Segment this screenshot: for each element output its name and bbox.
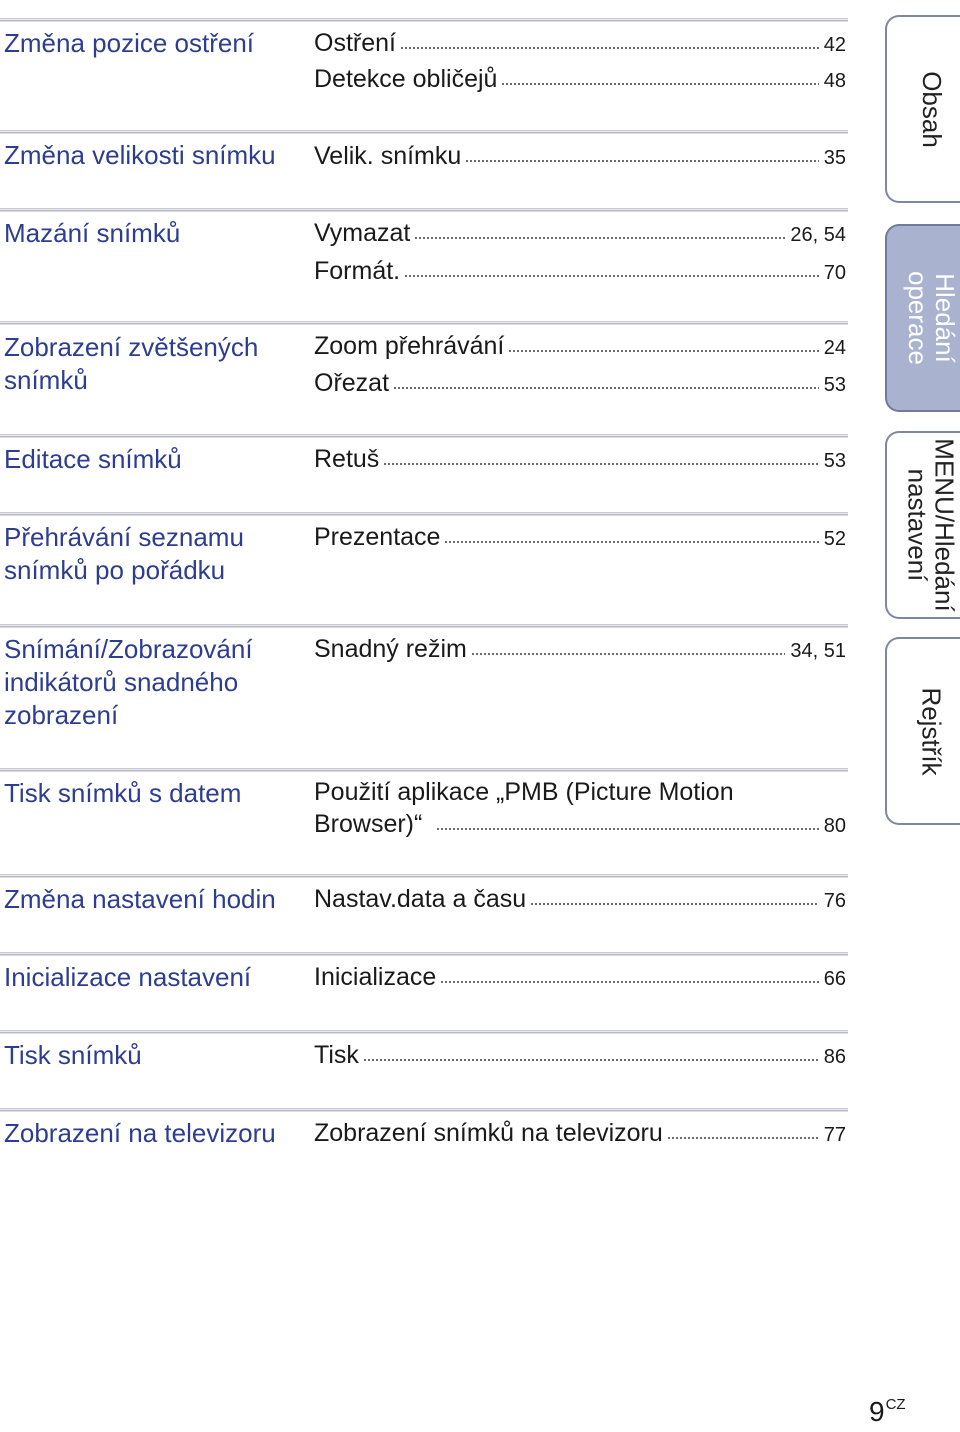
index-entry[interactable]: [314, 27, 846, 61]
entry-label: Snadný režim: [314, 635, 467, 663]
page-ref[interactable]: 52: [823, 528, 846, 550]
row-divider: [0, 208, 848, 212]
tab-label: MENU/Hledání nastavení: [903, 438, 960, 612]
entry-label: Nastav.data a času: [314, 885, 527, 913]
index-entry[interactable]: [314, 1039, 846, 1073]
row-divider: [0, 18, 848, 22]
task-label: Tisk snímků: [4, 1040, 142, 1070]
dot-leader: [414, 237, 785, 239]
page-ref[interactable]: 53: [823, 450, 846, 472]
row-divider: [0, 1030, 848, 1034]
page-ref[interactable]: 77: [823, 1124, 846, 1146]
index-entry[interactable]: [314, 776, 846, 842]
row-divider: [0, 768, 848, 772]
entry-label: Velik. snímku: [314, 142, 462, 170]
dot-leader: [404, 275, 819, 277]
page-ref[interactable]: 86: [823, 1046, 846, 1068]
dot-leader: [400, 47, 819, 49]
row-divider: [0, 952, 848, 956]
dot-leader: [436, 828, 818, 830]
tab-label: Obsah: [916, 70, 947, 148]
entry-label: Prezentace: [314, 523, 441, 551]
dot-leader: [667, 1137, 819, 1139]
page-ref[interactable]: 76: [823, 890, 846, 912]
row-divider: [0, 434, 848, 438]
task-label: Inicializace nastavení: [4, 962, 252, 992]
entry-label: Ostření: [314, 29, 396, 57]
index-entry[interactable]: [314, 330, 846, 364]
task-label: Změna velikosti snímku: [4, 140, 276, 170]
dot-leader: [363, 1059, 819, 1061]
page-ref[interactable]: 42: [823, 34, 846, 56]
dot-leader: [508, 350, 818, 352]
task-label: Editace snímků: [4, 444, 182, 474]
dot-leader: [501, 83, 818, 85]
page-number: [869, 1396, 906, 1428]
task-label: Zobrazení na televizoru: [4, 1118, 276, 1148]
row-divider: [0, 1108, 848, 1112]
entry-label-continued: Browser)“: [314, 810, 423, 838]
index-entry[interactable]: [314, 1117, 846, 1151]
dot-leader: [465, 160, 818, 162]
page-ref[interactable]: 53: [823, 374, 846, 396]
entry-label: Formát.: [314, 257, 401, 285]
entry-label: Zoom přehrávání: [314, 332, 505, 360]
task-label: Mazání snímků: [4, 218, 181, 248]
index-entry[interactable]: [314, 961, 846, 995]
task-label: Změna pozice ostření: [4, 28, 255, 58]
tab-label: Hledání operace: [903, 271, 960, 365]
task-label: Zobrazení zvětšených snímků: [4, 332, 259, 395]
page-ref[interactable]: 34, 51: [790, 640, 846, 662]
index-entry[interactable]: [314, 883, 846, 917]
page-ref[interactable]: 70: [823, 262, 846, 284]
dot-leader: [393, 387, 819, 389]
page-number-suffix: CZ: [885, 1396, 906, 1413]
row-divider: [0, 130, 848, 134]
dot-leader: [383, 463, 818, 465]
tab-menu-hledani-nastaveni[interactable]: [885, 431, 960, 619]
dot-leader: [471, 653, 786, 655]
page-ref[interactable]: 80: [823, 815, 846, 837]
page-ref[interactable]: 66: [823, 968, 846, 990]
row-divider: [0, 874, 848, 878]
page-number-value: 9: [869, 1396, 885, 1427]
dot-leader: [440, 981, 818, 983]
task-label: Změna nastavení hodin: [4, 884, 276, 914]
index-entry[interactable]: [314, 217, 846, 251]
page-ref[interactable]: 26, 54: [790, 224, 846, 246]
tab-label: Rejstřík: [916, 686, 947, 776]
tab-obsah[interactable]: [885, 15, 960, 203]
entry-label: Inicializace: [314, 963, 437, 991]
entry-label: Ořezat: [314, 369, 390, 397]
entry-label: Vymazat: [314, 219, 411, 247]
dot-leader: [444, 541, 818, 543]
entry-label: Detekce obličejů: [314, 65, 498, 93]
task-label: Přehrávání seznamu snímků po pořádku: [4, 522, 244, 585]
index-entry[interactable]: [314, 633, 846, 667]
page-ref[interactable]: 48: [823, 70, 846, 92]
task-label: Snímání/Zobrazování indikátorů snadného zobrazení: [4, 634, 253, 730]
row-divider: [0, 321, 848, 325]
page-ref[interactable]: 24: [823, 337, 846, 359]
index-entry[interactable]: [314, 367, 846, 401]
tab-hledani-operace[interactable]: [885, 224, 960, 412]
index-entry[interactable]: [314, 140, 846, 174]
page-ref[interactable]: 35: [823, 147, 846, 169]
row-divider: [0, 624, 848, 628]
entry-label: Použití aplikace „PMB (Picture Motion: [314, 778, 734, 806]
index-entry[interactable]: [314, 63, 846, 97]
index-entry[interactable]: [314, 521, 846, 555]
task-label: Tisk snímků s datem: [4, 778, 242, 808]
index-entry[interactable]: [314, 443, 846, 477]
entry-label: Zobrazení snímků na televizoru: [314, 1119, 663, 1147]
index-entry[interactable]: [314, 255, 846, 289]
row-divider: [0, 512, 848, 516]
entry-label: Tisk: [314, 1041, 359, 1069]
dot-leader: [530, 903, 819, 905]
entry-label: Retuš: [314, 445, 380, 473]
tab-rejstrik[interactable]: [885, 637, 960, 825]
